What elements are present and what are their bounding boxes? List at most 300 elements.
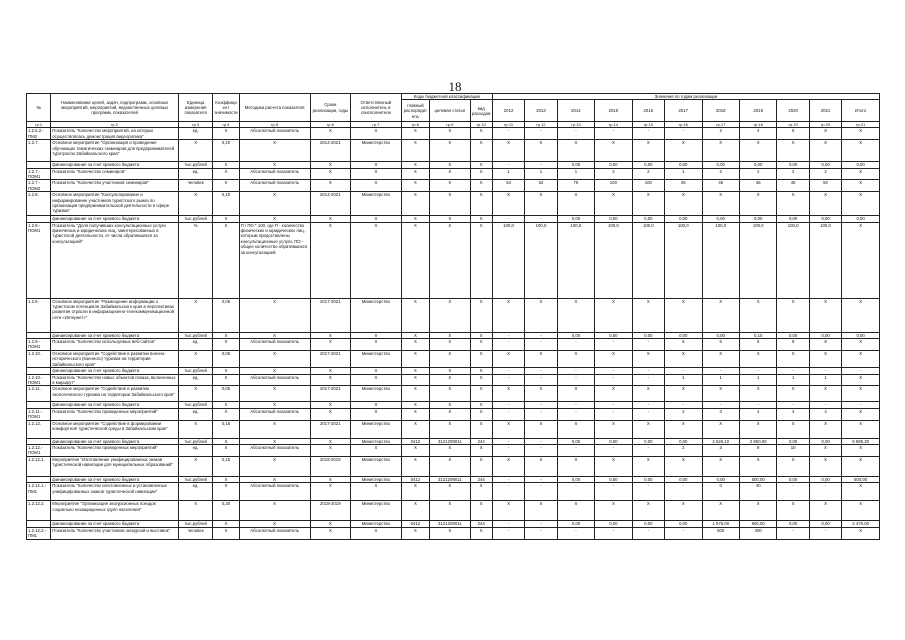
table-cell: Х [401, 527, 429, 539]
table-cell: тыс.рублей [178, 476, 212, 482]
table-cell: 0,10 [213, 192, 239, 216]
table-cell: Х [430, 527, 471, 539]
table-row [27, 444, 880, 456]
table-cell: Абсолютный показатель [239, 374, 310, 386]
table-cell: 0,00 [595, 162, 632, 168]
table-cell: Министерство [351, 140, 402, 162]
table-cell: Х [401, 222, 429, 298]
table-cell: - [525, 527, 557, 539]
table-cell: Х [595, 298, 632, 332]
table-cell: Х [842, 408, 880, 420]
table-cell: Х [665, 350, 702, 367]
table-cell: 0,00 [632, 162, 664, 168]
table-cell: Х [632, 350, 664, 367]
table-cell: Х [777, 501, 809, 521]
row-name: финансирование за счет краевого бюджета [51, 162, 179, 168]
table-cell: Х [809, 444, 841, 456]
table-cell: Х [470, 350, 492, 367]
table-cell: Х [430, 168, 471, 180]
table-cell: Министерство [351, 501, 402, 521]
table-cell: Х [557, 140, 594, 162]
table-cell: 0,00 [665, 476, 702, 482]
table-cell: 1 [665, 168, 702, 180]
table-cell: Х [401, 374, 429, 386]
table-cell: 2 [809, 168, 841, 180]
table-cell: ед. [178, 339, 212, 351]
table-cell: Х [239, 521, 310, 527]
table-cell: 0,00 [557, 438, 594, 444]
table-cell: 0,00 [665, 521, 702, 527]
table-cell: Х [178, 501, 212, 521]
table-cell: Х [777, 298, 809, 332]
table-cell: - [632, 402, 664, 408]
table-cell: - [809, 483, 841, 501]
table-cell: 0,15 [213, 420, 239, 438]
table-cell: - [842, 368, 880, 374]
table-cell: Х [842, 140, 880, 162]
table-cell: Х [702, 350, 739, 367]
table-cell: Х [310, 222, 351, 298]
table-cell: 1 [525, 168, 557, 180]
table-cell: Х [401, 420, 429, 438]
table-cell: 0,00 [632, 438, 664, 444]
table-cell: Х [213, 438, 239, 444]
table-cell: Х [470, 402, 492, 408]
table-cell: Х [310, 374, 351, 386]
table-cell: Х [632, 501, 664, 521]
table-cell: Х [351, 339, 402, 351]
table-cell: 8 [809, 128, 841, 140]
table-cell: - [632, 408, 664, 420]
table-cell: Х [739, 192, 776, 216]
header-no: № [27, 94, 51, 122]
table-cell: Х [702, 501, 739, 521]
table-cell: 244 [470, 438, 492, 444]
table-cell: Абсолютный показатель [239, 168, 310, 180]
column-number: гр.2 [51, 122, 179, 128]
table-cell: Х [213, 402, 239, 408]
table-cell: Х [470, 339, 492, 351]
table-cell: 500,00 [739, 476, 776, 482]
table-cell: человек [178, 527, 212, 539]
table-cell: - [525, 476, 557, 482]
table-cell: - [492, 216, 524, 222]
table-cell: Х [239, 420, 310, 438]
table-cell: Х [401, 332, 429, 338]
table-cell: Министерство [351, 521, 402, 527]
table-cell: 3121209011 [430, 476, 471, 482]
table-cell: Х [842, 339, 880, 351]
header-year: 2020 [777, 100, 809, 122]
table-cell: Х [430, 216, 471, 222]
table-cell: - [525, 216, 557, 222]
column-number: гр.12 [525, 122, 557, 128]
table-cell: Х [557, 456, 594, 476]
table-cell: 6 [777, 128, 809, 140]
row-name: Показатель "Количество проведенных мероприятий" [51, 408, 179, 420]
table-cell: 100,0 [492, 222, 524, 298]
row-name: Показатель "Количество изготовленных и установленных унифицированных знаков туристической навигации" [51, 483, 179, 501]
table-cell: Х [492, 501, 524, 521]
table-cell: 2 950,00 [739, 438, 776, 444]
table-cell: Х [492, 386, 524, 402]
table-cell: 0,00 [595, 332, 632, 338]
row-name: Мероприятие "Организация экскурсионных поездок социально незащищенных групп населения" [51, 501, 179, 521]
table-cell: Х [351, 402, 402, 408]
table-cell: 2 [595, 168, 632, 180]
header-total: Итого [842, 100, 880, 122]
header-code-expense: вид расходов [470, 100, 492, 122]
table-cell: Х [739, 140, 776, 162]
table-row [27, 374, 880, 386]
table-cell: Х [525, 298, 557, 332]
table-cell: 100,0 [595, 222, 632, 298]
table-cell: тыс.рублей [178, 162, 212, 168]
row-code: 1.2.9.-ПОМ1 [27, 339, 51, 351]
table-cell: Х [557, 350, 594, 367]
table-cell: 0,00 [809, 476, 841, 482]
page-number: 18 [448, 79, 462, 94]
table-cell: - [492, 368, 524, 374]
table-cell: Х [470, 298, 492, 332]
table-cell: Х [401, 456, 429, 476]
header-unit: Единица измерения показателя [178, 94, 212, 122]
table-cell: Х [739, 298, 776, 332]
table-cell: Х [401, 408, 429, 420]
table-cell: 8 [809, 339, 841, 351]
header-code-item: целевая статья [430, 100, 471, 122]
table-cell: Х [595, 140, 632, 162]
table-cell: - [595, 483, 632, 501]
table-cell: Х [401, 402, 429, 408]
table-cell: Х [470, 368, 492, 374]
table-cell: Х [401, 501, 429, 521]
table-cell: Х [310, 402, 351, 408]
row-name: финансирование за счет краевого бюджета [51, 332, 179, 338]
table-cell: 0,00 [777, 216, 809, 222]
table-cell: 40 [739, 483, 776, 501]
header-budget-codes: Коды бюджетной классификации [401, 94, 492, 100]
table-cell: П / ПО * 100, где П - количество физических и юридических лиц, которым предоставлены консультационные услуги, ПО - общее количество обратившихся за консультацией [239, 222, 310, 298]
table-cell: - [595, 368, 632, 374]
table-cell: Х [213, 368, 239, 374]
row-code: 1.2.9. [27, 298, 51, 332]
table-cell: Х [665, 386, 702, 402]
table-cell: 0,00 [557, 162, 594, 168]
table-cell: - [557, 374, 594, 386]
table-cell: Х [430, 339, 471, 351]
row-name: Основное мероприятие "Организация и проведение обучающих тематических семинаров для предпринимателей туротрасли Забайкальского края" [51, 140, 179, 162]
column-number: гр.9 [430, 122, 471, 128]
table-cell: Х [430, 402, 471, 408]
table-cell: - [702, 368, 739, 374]
table-cell: - [492, 438, 524, 444]
table-cell: Х [842, 501, 880, 521]
table-cell: Х [351, 332, 402, 338]
row-code: 1.2.12.2. [27, 501, 51, 521]
table-cell: - [525, 339, 557, 351]
table-cell: 0,10 [739, 332, 776, 338]
table-cell: Х [809, 192, 841, 216]
table-cell: Х [310, 128, 351, 140]
table-cell: Х [809, 298, 841, 332]
row-name: Показатель "Доля получивших консультационные услуги физических и юридических лиц, заинтересованных в туристской деятельности, от числа обратившихся за консультацией" [51, 222, 179, 298]
table-cell: Х [239, 501, 310, 521]
program-table-container [26, 93, 880, 635]
table-cell: Х [239, 402, 310, 408]
table-cell: Х [310, 476, 351, 482]
table-cell: 8 [777, 339, 809, 351]
header-year: 2014 [557, 100, 594, 122]
table-cell: Х [470, 216, 492, 222]
table-cell: - [492, 476, 524, 482]
table-cell: Х [842, 420, 880, 438]
table-cell: Х [492, 298, 524, 332]
table-cell: Х [401, 339, 429, 351]
row-name: Показатель "Количество участников экскурсий и выставок" [51, 527, 179, 539]
row-code: 1.2.10. [27, 350, 51, 367]
table-cell: Х [809, 420, 841, 438]
table-cell: Х [401, 180, 429, 192]
table-cell: Х [430, 368, 471, 374]
table-cell: Х [178, 192, 212, 216]
table-cell: 100,0 [777, 222, 809, 298]
table-cell: Министерство [351, 350, 402, 367]
table-cell: 244 [470, 521, 492, 527]
table-cell: Х [401, 192, 429, 216]
table-cell: Х [430, 332, 471, 338]
table-cell: Х [702, 420, 739, 438]
table-cell: Х [401, 350, 429, 367]
table-cell: 100,0 [632, 222, 664, 298]
header-name: Наименование целей, задач, подпрограмм, основных мероприятий, мероприятий, ведомственных целевых программ, показателей [51, 94, 179, 122]
table-cell: Х [430, 420, 471, 438]
header-term: Сроки реализации, годы [310, 94, 351, 122]
column-number: гр.6 [310, 122, 351, 128]
table-cell: Х [665, 140, 702, 162]
table-cell: 100,0 [739, 222, 776, 298]
table-cell: Х [213, 521, 239, 527]
table-cell: - [492, 402, 524, 408]
column-number: гр.18 [739, 122, 776, 128]
column-number: гр.14 [595, 122, 632, 128]
table-cell: Х [470, 192, 492, 216]
table-cell: 6 [702, 339, 739, 351]
table-cell: - [492, 527, 524, 539]
table-cell: 0,00 [809, 521, 841, 527]
table-cell: Х [809, 386, 841, 402]
table-cell: - [595, 374, 632, 386]
table-cell: 1 [665, 374, 702, 386]
table-cell: Х [430, 140, 471, 162]
table-cell: - [492, 128, 524, 140]
table-cell: Х [239, 456, 310, 476]
table-cell: Х [310, 483, 351, 501]
row-code: 1.2.12.2.-ПМ1 [27, 527, 51, 539]
table-cell: 0,00 [777, 476, 809, 482]
table-cell: Х [213, 527, 239, 539]
table-cell: 0,00 [632, 332, 664, 338]
table-cell: 100 [595, 180, 632, 192]
table-cell: Х [702, 192, 739, 216]
table-cell: 4 [739, 128, 776, 140]
table-cell: Х [492, 140, 524, 162]
table-cell: 0,05 [213, 298, 239, 332]
table-cell: Х [777, 420, 809, 438]
table-cell: - [632, 128, 664, 140]
table-cell: Х [310, 162, 351, 168]
table-cell: Х [401, 368, 429, 374]
table-cell: Х [739, 501, 776, 521]
row-name: Основное мероприятие "Консультирование и информирование участников туристского рынка по организации предпринимательской деятельности в сфере туризма" [51, 192, 179, 216]
table-cell: 100,0 [702, 222, 739, 298]
table-cell: 2014-2021 [310, 192, 351, 216]
table-cell: Х [842, 180, 880, 192]
table-cell: Х [470, 501, 492, 521]
table-cell: Х [557, 420, 594, 438]
table-cell: 1 [557, 168, 594, 180]
table-cell: - [595, 527, 632, 539]
table-cell: Х [470, 374, 492, 386]
table-cell: - [777, 483, 809, 501]
table-cell: 45 [739, 180, 776, 192]
table-cell: 0,00 [665, 162, 702, 168]
table-cell: Х [842, 222, 880, 298]
table-cell: Х [178, 420, 212, 438]
table-cell: Х [310, 408, 351, 420]
table-cell: Х [525, 420, 557, 438]
row-name: финансирование за счет краевого бюджета [51, 216, 179, 222]
table-cell: Х [739, 350, 776, 367]
row-name: финансирование за счет краевого бюджета [51, 402, 179, 408]
table-cell: Х [213, 483, 239, 501]
table-cell: Х [430, 483, 471, 501]
table-cell: Абсолютный показатель [239, 527, 310, 539]
table-cell: Х [739, 420, 776, 438]
table-cell: - [809, 368, 841, 374]
table-cell: - [525, 332, 557, 338]
column-number: гр.17 [702, 122, 739, 128]
table-cell: 500 [702, 527, 739, 539]
table-cell: - [525, 128, 557, 140]
table-cell: Х [665, 456, 702, 476]
table-cell: 0,00 [632, 216, 664, 222]
table-cell: - [492, 162, 524, 168]
table-cell: - [665, 483, 702, 501]
table-cell: - [557, 339, 594, 351]
row-code: 1.2.7. [27, 140, 51, 162]
table-cell: Х [401, 483, 429, 501]
table-cell: 0,15 [213, 456, 239, 476]
table-cell: - [739, 402, 776, 408]
table-cell: 0,00 [595, 476, 632, 482]
table-cell: - [492, 339, 524, 351]
table-cell: Х [470, 180, 492, 192]
table-cell: Х [525, 501, 557, 521]
row-name: Показатель "Количество новых объектов показа, включенных в маршрут" [51, 374, 179, 386]
table-cell: Х [470, 483, 492, 501]
table-cell: - [632, 444, 664, 456]
table-cell: - [525, 408, 557, 420]
table-cell: Х [470, 386, 492, 402]
row-name: Показатель "Количество семинаров" [51, 168, 179, 180]
table-cell: Х [310, 368, 351, 374]
table-cell: Х [492, 192, 524, 216]
table-cell: 244 [470, 476, 492, 482]
table-body [27, 122, 880, 539]
table-cell: Х [777, 192, 809, 216]
table-cell: Х [525, 192, 557, 216]
table-cell: Х [470, 420, 492, 438]
table-cell: - [557, 402, 594, 408]
table-cell: - [595, 408, 632, 420]
table-cell: Х [632, 298, 664, 332]
table-cell: Х [310, 444, 351, 456]
table-cell: 0,00 [702, 332, 739, 338]
table-cell: 10 [777, 444, 809, 456]
table-cell: - [557, 527, 594, 539]
table-cell: Х [492, 456, 524, 476]
table-cell: Х [842, 386, 880, 402]
column-number: гр.15 [632, 122, 664, 128]
table-row [27, 501, 880, 521]
column-number: гр.3 [178, 122, 212, 128]
table-cell: 0,00 [777, 438, 809, 444]
table-cell: Х [809, 350, 841, 367]
table-cell: 0,00 [777, 332, 809, 338]
table-cell: Х [430, 456, 471, 476]
table-cell: Х [809, 140, 841, 162]
table-cell: 0,00 [809, 332, 841, 338]
table-cell: Х [702, 456, 739, 476]
table-cell: Х [239, 192, 310, 216]
table-cell: 2 [739, 168, 776, 180]
table-cell: Х [351, 128, 402, 140]
table-cell: - [492, 444, 524, 456]
table-cell: 100,0 [525, 222, 557, 298]
table-cell: % [178, 222, 212, 298]
table-cell: Х [401, 444, 429, 456]
table-cell: Х [401, 216, 429, 222]
table-cell: 2 [665, 408, 702, 420]
table-cell: 1 [809, 374, 841, 386]
table-cell: - [777, 527, 809, 539]
table-cell: Х [632, 192, 664, 216]
table-cell: Х [310, 438, 351, 444]
table-cell: 500,00 [842, 476, 880, 482]
table-cell: 0,00 [702, 216, 739, 222]
table-cell: Х [470, 408, 492, 420]
table-cell: 1 [777, 374, 809, 386]
table-cell: Х [470, 140, 492, 162]
table-cell: тыс.рублей [178, 438, 212, 444]
table-cell: Х [557, 501, 594, 521]
table-cell: Х [310, 527, 351, 539]
row-name: Основное мероприятие "Содействие в развитии военно-исторического (военного) туризма на территории Забайкальского края" [51, 350, 179, 367]
table-cell: Х [809, 456, 841, 476]
column-number: гр.8 [401, 122, 429, 128]
table-row [27, 140, 880, 162]
table-cell: 0,00 [632, 476, 664, 482]
table-cell: Х [595, 420, 632, 438]
column-number: гр.19 [777, 122, 809, 128]
table-cell: - [557, 408, 594, 420]
header-year: 2015 [595, 100, 632, 122]
table-cell: - [557, 368, 594, 374]
row-code: 1.2.12.1. [27, 456, 51, 476]
table-cell: 0,00 [595, 521, 632, 527]
table-cell: Х [842, 128, 880, 140]
